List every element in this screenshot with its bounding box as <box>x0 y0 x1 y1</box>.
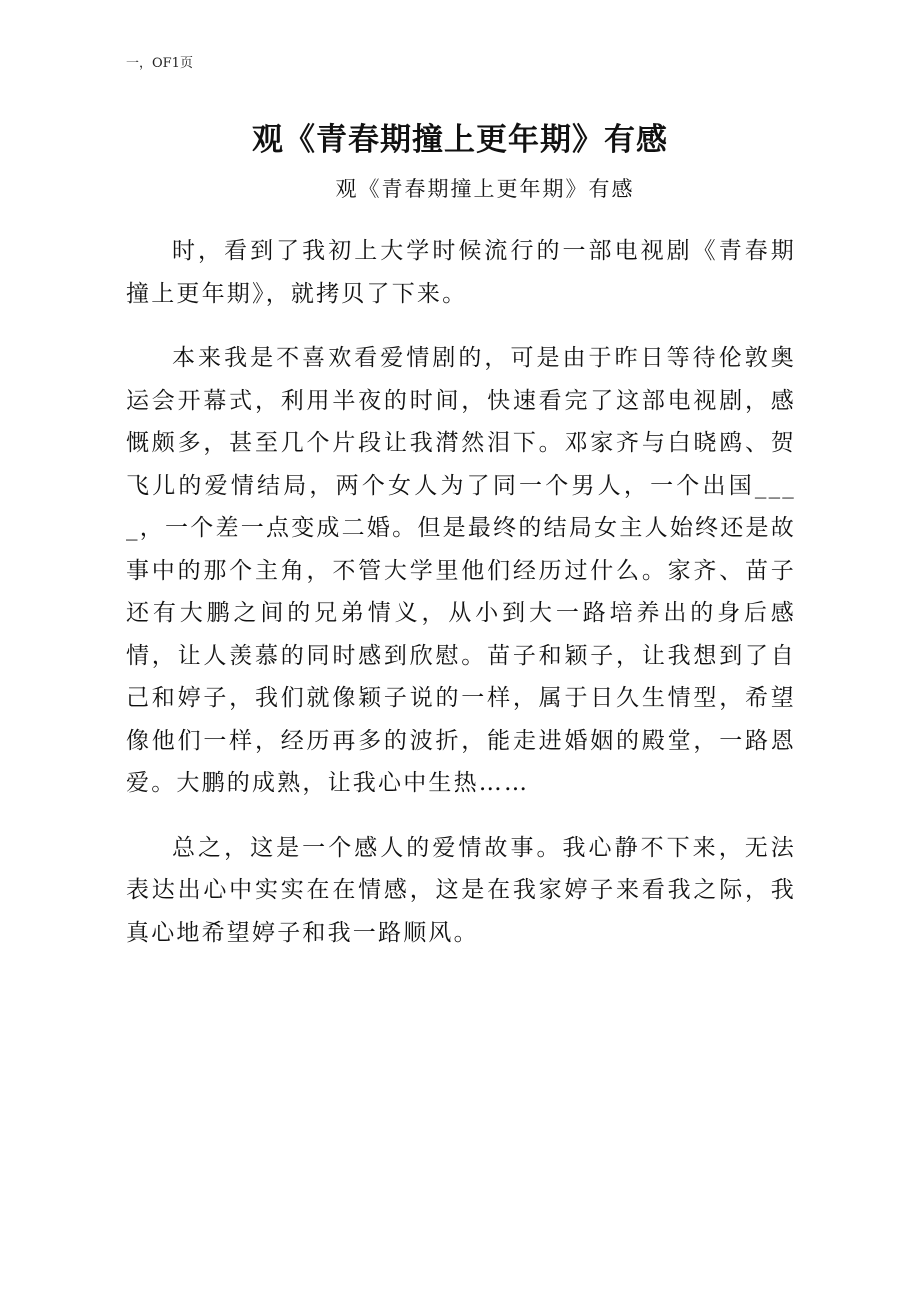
document-body <box>126 230 796 976</box>
paragraph-3: 总之，这是一个感人的爱情故事。我心静不下来，无法表达出心中实实在在情感，这是在我家婷子来看我之际，我真心地希望婷子和我一路顺风。 <box>126 834 796 946</box>
page-label: 一，OF1页 <box>126 56 193 71</box>
paragraph-1: 时，看到了我初上大学时候流行的一部电视剧《青春期撞上更年期》，就拷贝了下来。 <box>126 238 796 307</box>
document-subtitle: 观《青春期撞上更年期》有感 <box>335 177 635 201</box>
paragraph-2: 本来我是不喜欢看爱情剧的，可是由于昨日等待伦敦奥运会开幕式，利用半夜的时间，快速看完了这部电视剧，感慨颇多，甚至几个片段让我潸然泪下。邓家齐与白晓鸥、贺飞儿的爱情结局，两个女人为了同一个男人，一个出国____，一个差一点变成二婚。但是最终的结局女主人始终还是故事中的那个主角，不管大学里他们经历过什么。家齐、苗子还有大鹏之间的兄弟情义，从小到大一路培养出的身后感情，让人羡慕的同时感到欣慰。苗子和颖子，让我想到了自己和婷子，我们就像颖子说的一样，属于日久生情型，希望像他们一样，经历再多的波折，能走进婚姻的殿堂，一路恩爱。大鹏的成熟，让我心中生热…… <box>126 345 796 796</box>
document-title: 观《青春期撞上更年期》有感 <box>252 122 668 158</box>
